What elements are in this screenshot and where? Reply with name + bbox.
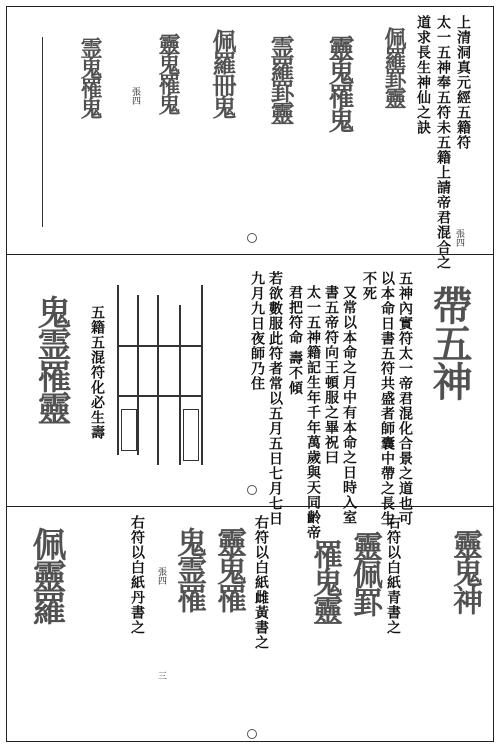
panel-middle xyxy=(7,255,493,540)
text-column: 太一五神奉五符未五籍上請帝君混合之 xyxy=(435,15,451,270)
text-column: 又常以本命之月中有本命之日時入室 xyxy=(341,285,357,525)
text-column: 不死 xyxy=(361,271,377,301)
text-column: 右符以白紙青書之 xyxy=(385,515,401,635)
talisman: 鬼霊罹靈 xyxy=(31,295,71,423)
talisman: 靈佩罫 xyxy=(347,531,382,615)
page-mark-mid: 張四 xyxy=(130,87,140,105)
talisman: 佩羅罫靈 xyxy=(381,27,407,107)
text-column: 若欲數服此符者常以五月五日七月七日 xyxy=(267,271,283,526)
page-mark: 張四 xyxy=(156,567,166,585)
text-column: 以本命日書五符共盛者師囊中帶之長生 xyxy=(379,271,395,526)
talisman: 霊羅罫靈 xyxy=(266,35,295,123)
text-column: 右符以白紙丹書之 xyxy=(129,515,145,635)
binding-hole xyxy=(247,729,257,739)
text-column: 書五帝符向王頓服之畢祝曰 xyxy=(323,285,339,465)
text-column: 九月九日夜師乃住 xyxy=(249,271,265,391)
panel-bottom xyxy=(7,507,493,743)
text-column: 君把符命 壽不傾 xyxy=(287,285,303,396)
text-column: 道求長生神仙之訣 xyxy=(415,15,431,135)
document-page xyxy=(6,6,494,742)
talisman: 帶五神 xyxy=(426,285,473,399)
talisman: 佩羅冊鬼 xyxy=(208,29,237,117)
scripture-title: 上清洞真元經五籍符 xyxy=(455,15,471,150)
binding-hole xyxy=(247,485,257,495)
text-column: 五籍五混符化必生壽 xyxy=(89,305,105,440)
talisman: 罹鬼靈 xyxy=(307,539,342,623)
talisman: 靈鬼神 xyxy=(447,529,482,613)
talisman: 鬼霊罹 xyxy=(171,527,206,611)
talisman: 霊鬼罹鬼 xyxy=(77,37,103,117)
page-mark: 張四 xyxy=(454,229,464,247)
talisman: 靈鬼罹 xyxy=(211,527,246,611)
text-column: 右符以白紙雌黃書之 xyxy=(253,515,269,650)
talisman: 靈鬼罹鬼 xyxy=(324,35,354,131)
panel-top xyxy=(7,7,493,270)
text-column: 太一五神籍記生年千年萬歲與天同齡帝 xyxy=(305,285,321,540)
binding-hole xyxy=(247,233,257,243)
text-column: 五神內實符太一帝君混化合景之道也可 xyxy=(397,271,413,526)
talisman: 靈鬼罹鬼 xyxy=(155,33,181,113)
vertical-stroke xyxy=(42,37,43,227)
talisman-diagram xyxy=(117,285,217,465)
talisman: 佩靈羅 xyxy=(26,527,66,623)
page-number: 三 xyxy=(156,671,166,680)
